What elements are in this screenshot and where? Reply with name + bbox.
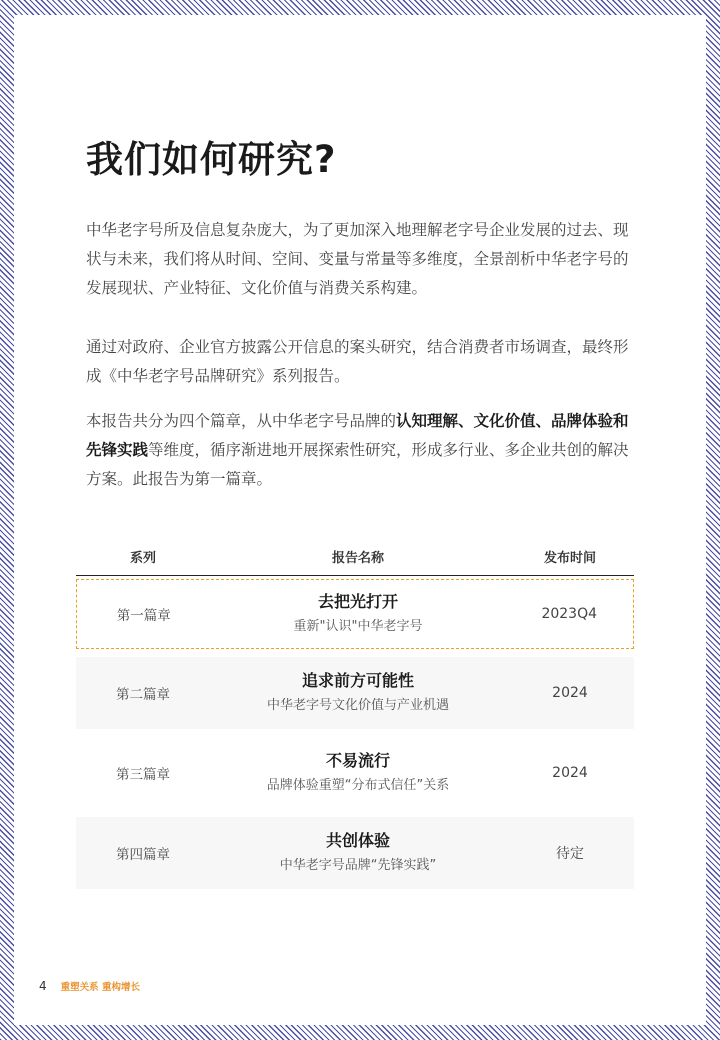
row-report-name: 追求前方可能性 [301,671,414,690]
structure-text-before: 本报告共分为四个篇章，从中华老字号品牌的 [86,412,397,430]
page-title: 我们如何研究? [86,138,337,181]
row-report-subtitle: 品牌体验重塑“分布式信任”关系 [266,778,450,793]
row-date: 2024 [552,685,588,701]
structure-paragraph [86,407,634,494]
row-report [210,829,506,877]
report-series-table [76,537,634,889]
row-date: 2023Q4 [541,606,597,622]
row-series: 第四篇章 [116,847,170,863]
row-date: 2024 [552,765,588,781]
method-paragraph: 通过对政府、企业官方披露公开信息的案头研究，结合消费者市场调查，最终形成《中华老字号品牌研究》系列报告。 [86,338,629,385]
row-report-subtitle: 中华老字号品牌“先锋实践” [279,858,437,873]
table-row-chapter-1 [76,579,634,649]
header-release-date: 发布时间 [543,550,596,566]
footer-tagline: 重塑关系 重构增长 [60,982,140,993]
table-row-chapter-4 [76,817,634,889]
row-report [210,669,506,717]
row-report-name: 共创体验 [325,831,390,850]
table-row-chapter-3 [76,737,634,809]
intro-paragraph: 中华老字号所及信息复杂庞大，为了更加深入地理解老字号企业发展的过去、现状与未来，我们将从时间、空间、变量与常量等多维度，全景剖析中华老字号的发展现状、产业特征、文化价值与消费关系构建。 [86,221,629,297]
document-page [14,15,706,1025]
structure-text-after: 等维度，循序渐进地开展探索性研究，形成多行业、多企业共创的解决方案。此报告为第一篇章。 [86,441,629,488]
page-footer [39,979,140,993]
row-series: 第二篇章 [116,687,170,703]
page-number: 4 [39,979,47,993]
row-report-subtitle: 重新"认识"中华老字号 [293,619,423,634]
row-report [210,749,506,797]
row-report-subtitle: 中华老字号文化价值与产业机遇 [266,698,449,713]
row-series: 第一篇章 [116,608,171,624]
structure-text-bold: 认知理解、文化价值、品牌体验和先锋实践 [86,412,629,459]
table-row-chapter-2 [76,657,634,729]
row-series: 第三篇章 [116,767,170,783]
row-date: 待定 [556,846,584,862]
row-report-name: 不易流行 [325,751,390,770]
row-report [211,590,506,638]
row-report-name: 去把光打开 [317,592,398,611]
table-header [76,537,634,576]
header-series: 系列 [129,550,156,566]
header-report-name: 报告名称 [331,550,384,566]
